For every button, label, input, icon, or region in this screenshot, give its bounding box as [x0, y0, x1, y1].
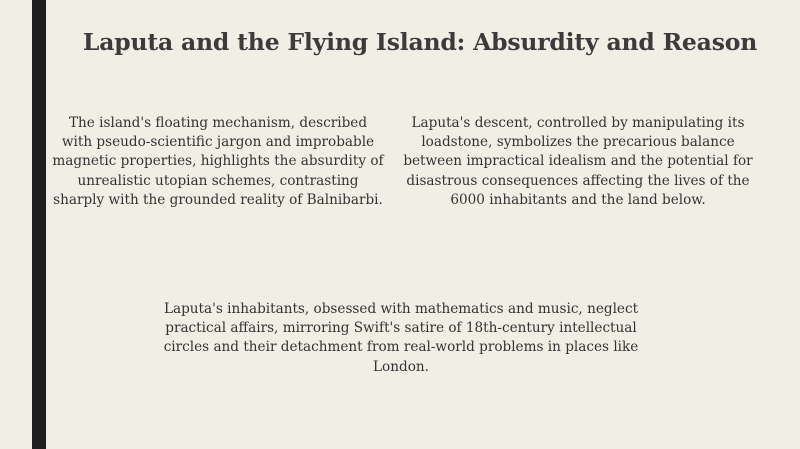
slide-title: Laputa and the Flying Island: Absurdity and Reason	[82, 28, 758, 56]
paragraph-floating-mechanism: The island's floating mechanism, described with pseudo-scientific jargon and improbable magnetic properties, highlights the absurdity of unrealistic utopian schemes, contrasting sharply with the grounded reality of Balnibarbi.	[52, 115, 384, 208]
paragraph-laputa-descent: Laputa's descent, controlled by manipulating its loadstone, symbolizes the precarious balance between impractical idealism and the potential for disastrous consequences affecting the lives of the 6000 inhabitants and the land below.	[403, 115, 753, 208]
accent-bar	[32, 0, 46, 449]
paragraph-laputa-inhabitants: Laputa's inhabitants, obsessed with mathematics and music, neglect practical affairs, mirroring Swift's satire of 18th-century intellectual circles and their detachment from real-world problems in places like London.	[163, 301, 639, 375]
